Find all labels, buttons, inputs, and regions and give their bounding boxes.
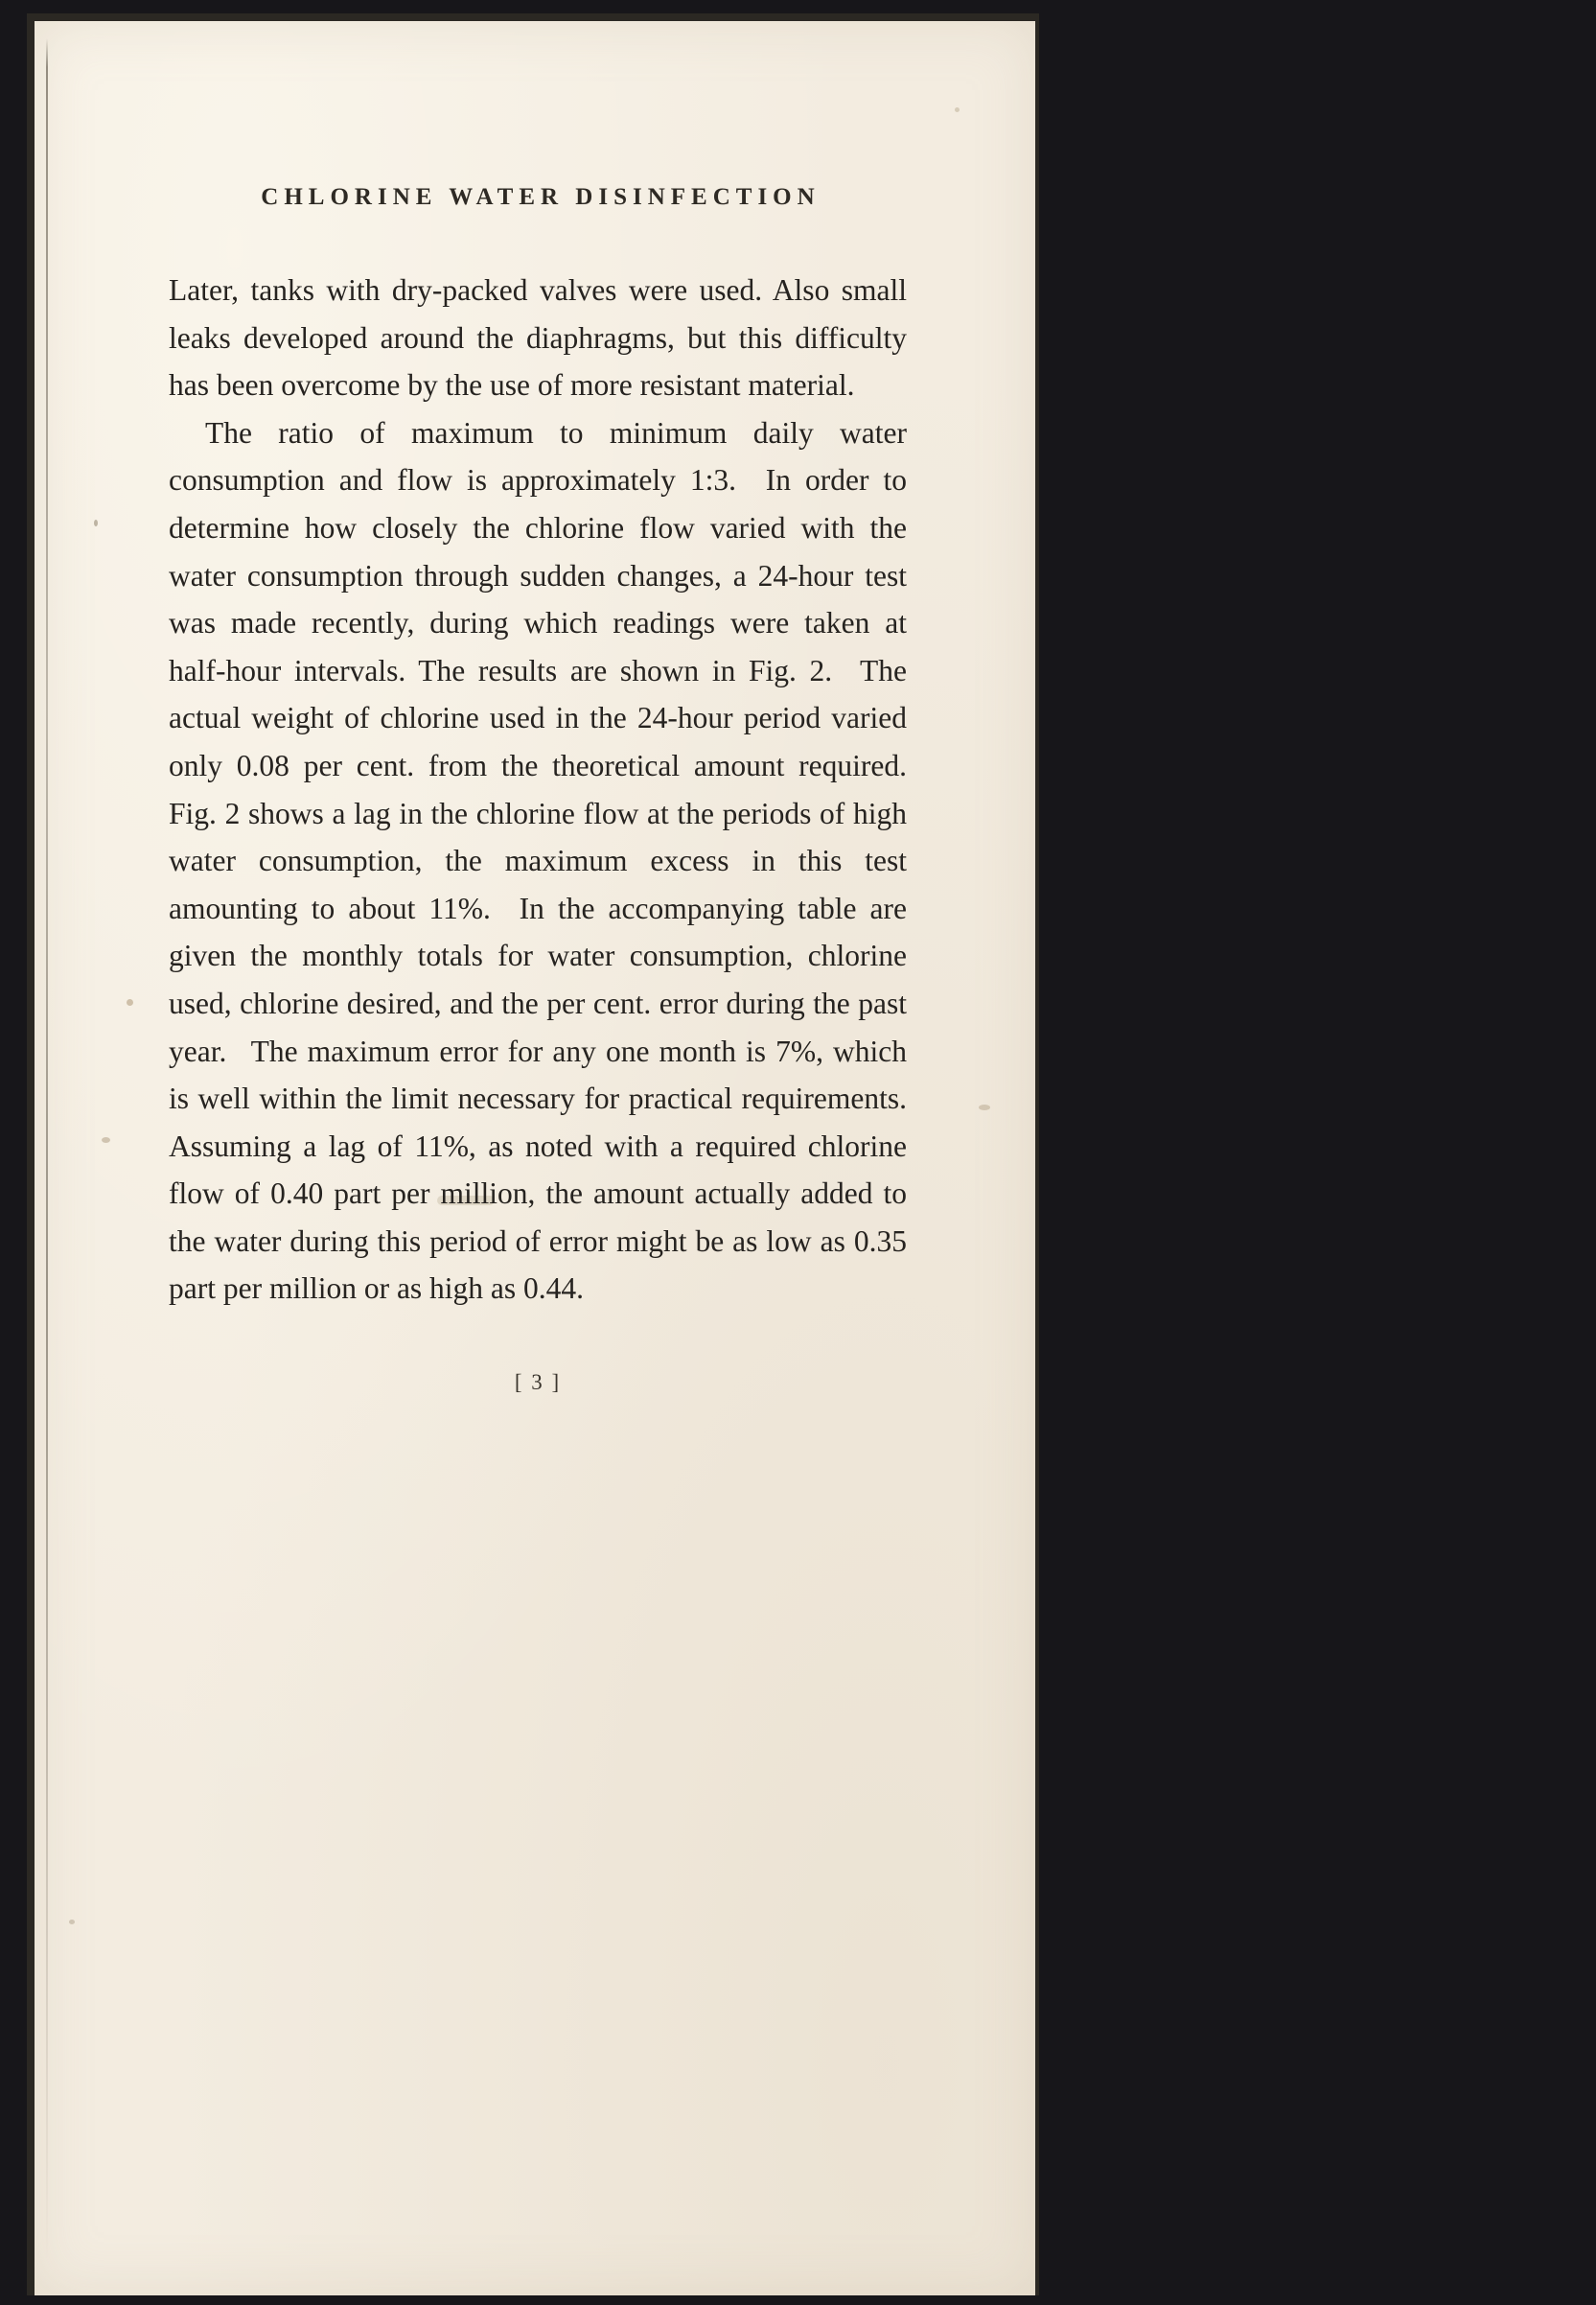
page-number: [ 3 ]: [514, 1370, 562, 1394]
paper-speckle: [127, 999, 133, 1006]
page-folio: [169, 1370, 907, 1412]
paper-speckle: [102, 1137, 110, 1143]
paragraph: The ratio of maximum to minimum daily water consumption and flow is approximately 1:3. In order to determine how closely the chlorine flow varied with the water consumption through sudden changes, a 24-hour test was made recently, during which readings were taken at half-hour intervals. The results are shown in Fig. 2. The actual weight of chlorine used in the 24-hour period varied only 0.08 per cent. from the theoretical amount required. Fig. 2 shows a lag in the chlorine flow at the periods of high water consumption, the maximum excess in this test amounting to about 11%. In the accompanying table are given the monthly totals for water consumption, chlorine used, chlorine desired, and the per cent. error during the past year. The maximum error for any one month is 7%, which is well within the limit necessary for practical requirements. Assuming a lag of 11%, as noted with a required chlorine flow of 0.40 part per million, the amount actually added to the water during this period of error might be as low as 0.35 part per million or as high as 0.44.: [169, 415, 907, 1306]
page-gutter-line: [46, 38, 48, 2263]
page-content: [169, 184, 907, 1313]
paragraph: Later, tanks with dry-packed valves were used. Also small leaks developed around the diaphragms, but this difficulty has been overcome by the use of more resistant material.: [169, 273, 907, 403]
paper-speckle: [955, 107, 960, 112]
running-head: CHLORINE WATER DISINFECTION: [261, 184, 821, 210]
paper-speckle: [69, 1920, 75, 1924]
paper-speckle: [94, 520, 98, 526]
paper-speckle: [979, 1105, 990, 1110]
book-page: [35, 21, 1035, 2295]
